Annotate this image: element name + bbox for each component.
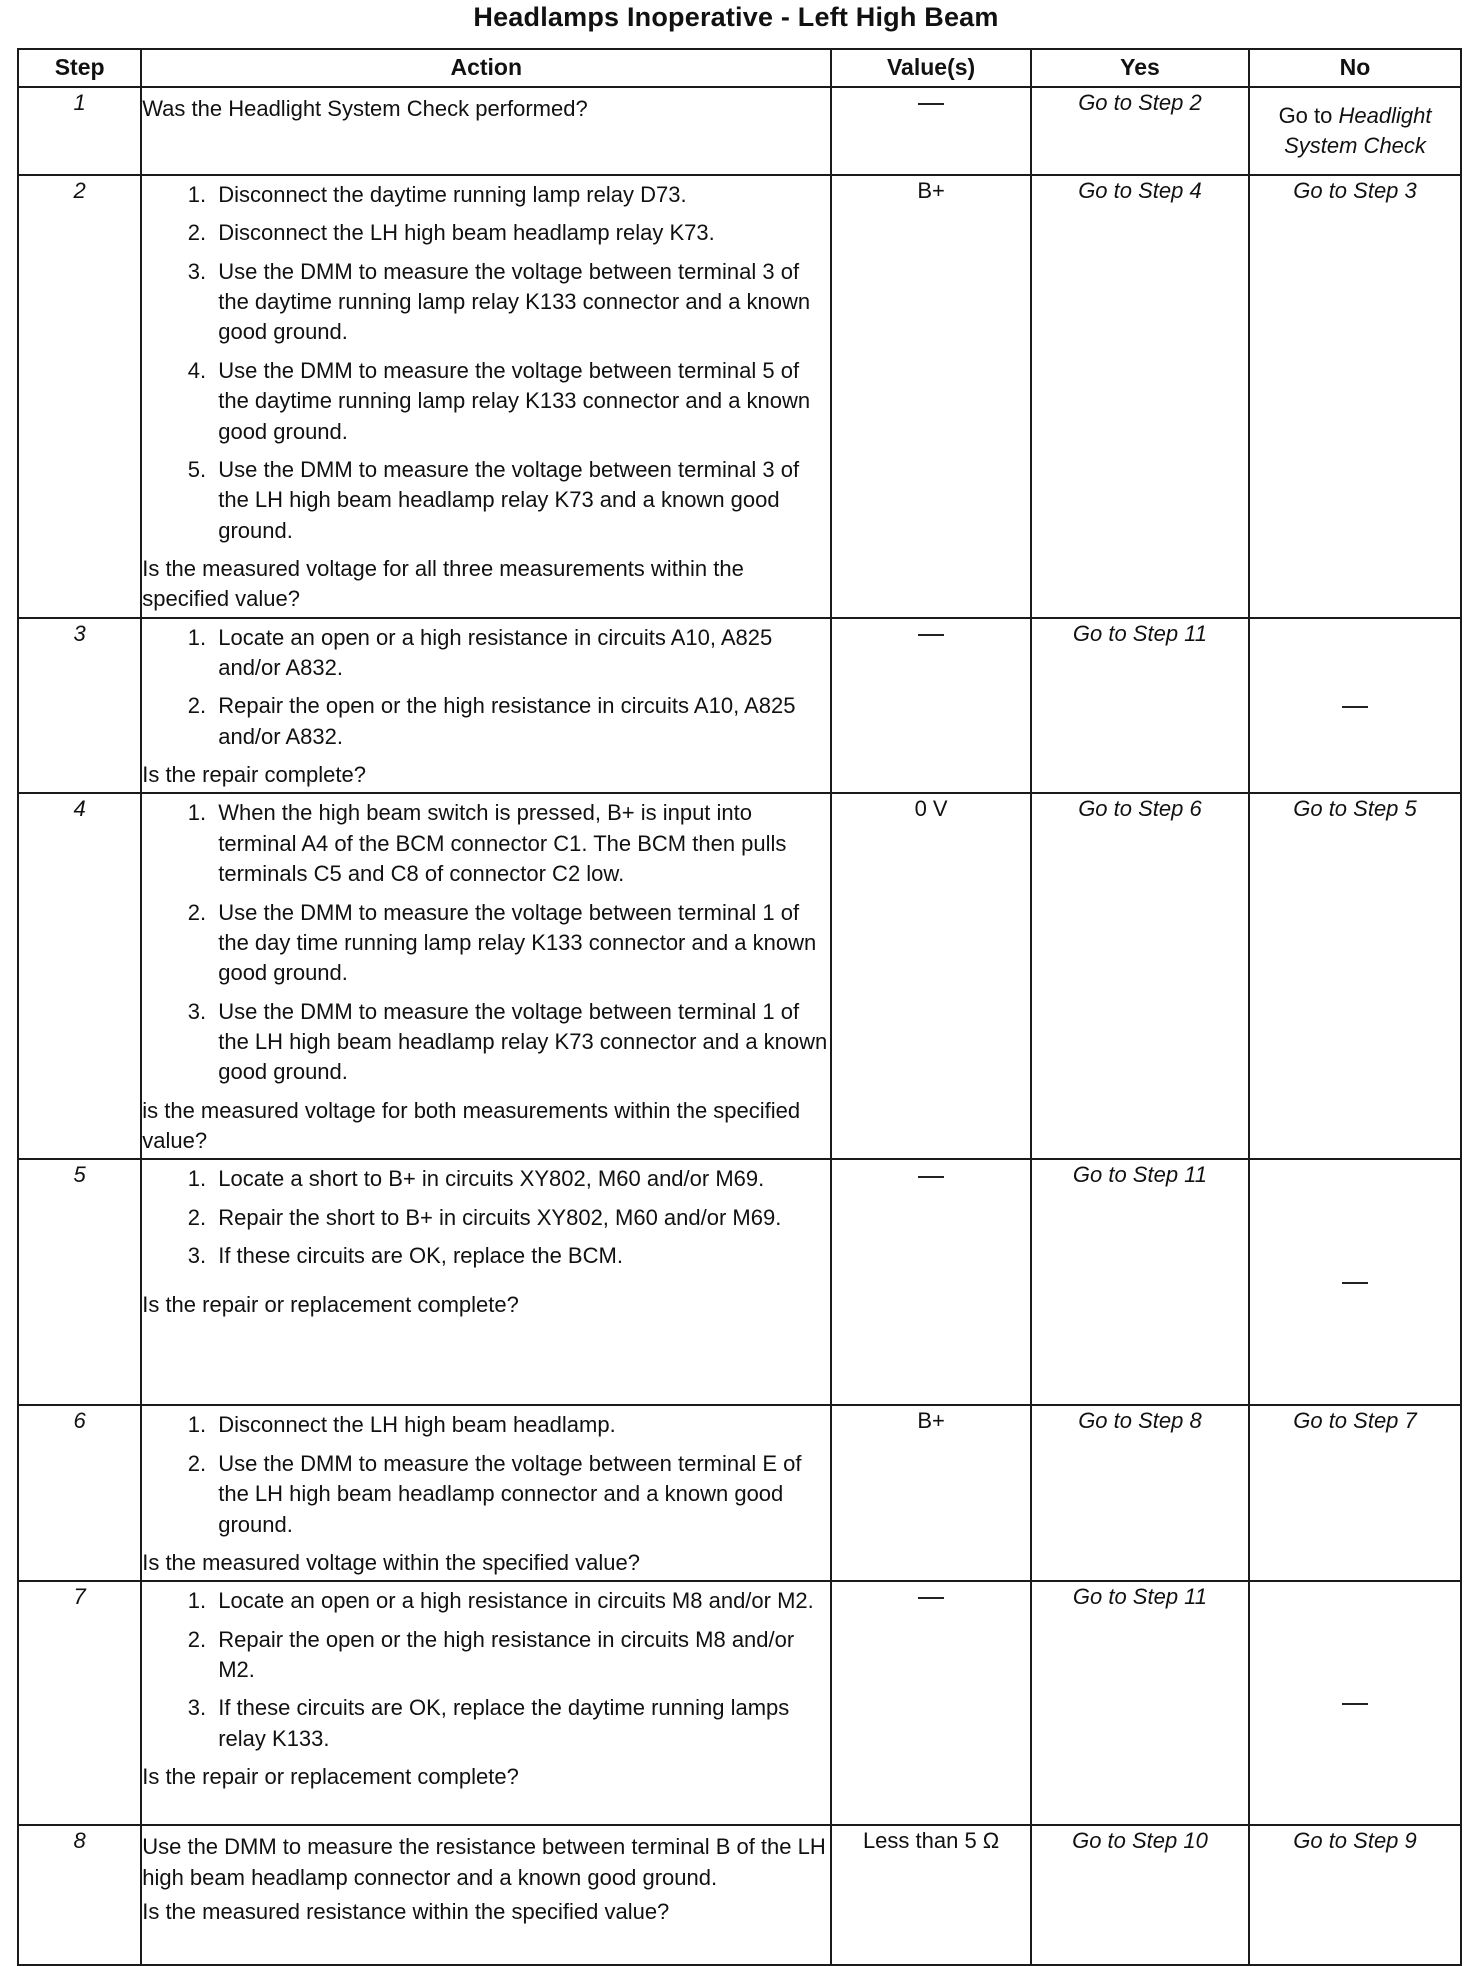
value-cell bbox=[831, 1159, 1031, 1405]
table-row bbox=[18, 175, 1461, 618]
action-step: 1. Locate a short to B+ in circuits XY802, M60 and/or M69. bbox=[212, 1164, 830, 1194]
action-cell bbox=[141, 618, 831, 794]
column-header-values: Value(s) bbox=[831, 49, 1031, 87]
column-header-action: Action bbox=[141, 49, 831, 87]
action-question: Is the measured voltage within the specified value? bbox=[142, 1549, 640, 1575]
dash-mark bbox=[1342, 706, 1368, 708]
step-number: 1 bbox=[18, 87, 141, 175]
action-step: 3. Use the DMM to measure the voltage between terminal 1 of the LH high beam headlamp relay K73 connector and a known good ground. bbox=[212, 997, 830, 1088]
no-cell bbox=[1249, 618, 1461, 794]
yes-cell: Go to Step 4 bbox=[1031, 175, 1249, 618]
dash-mark bbox=[918, 1597, 944, 1599]
step-number: 3 bbox=[18, 618, 141, 794]
dash-mark bbox=[918, 1176, 944, 1178]
action-step: 1. Disconnect the LH high beam headlamp. bbox=[212, 1410, 830, 1440]
yes-cell: Go to Step 6 bbox=[1031, 793, 1249, 1159]
column-header-yes: Yes bbox=[1031, 49, 1249, 87]
action-question: Is the measured voltage for all three measurements within the specified value? bbox=[142, 555, 744, 612]
page-title: Headlamps Inoperative - Left High Beam bbox=[473, 2, 999, 32]
yes-cell: Go to Step 2 bbox=[1031, 87, 1249, 175]
step-number: 7 bbox=[18, 1581, 141, 1825]
action-question: Is the measured resistance within the specified value? bbox=[142, 1898, 670, 1924]
table-row bbox=[18, 87, 1461, 175]
action-step: 3. If these circuits are OK, replace the BCM. bbox=[212, 1241, 830, 1271]
action-cell bbox=[141, 87, 831, 175]
table-row bbox=[18, 1159, 1461, 1405]
action-step: 1. When the high beam switch is pressed, B+ is input into terminal A4 of the BCM connector C1. The BCM then pulls terminals C5 and C8 of connector C2 low. bbox=[212, 798, 830, 889]
table-row bbox=[18, 1405, 1461, 1581]
no-cell: Go to Step 5 bbox=[1249, 793, 1461, 1159]
dash-mark bbox=[1342, 1703, 1368, 1705]
step-number: 5 bbox=[18, 1159, 141, 1405]
action-cell bbox=[141, 175, 831, 618]
action-question: Is the repair or replacement complete? bbox=[142, 1764, 519, 1790]
action-steps bbox=[142, 1410, 830, 1539]
action-steps bbox=[142, 1586, 830, 1754]
action-question: is the measured voltage for both measurements within the specified value? bbox=[142, 1097, 801, 1154]
step-number: 6 bbox=[18, 1405, 141, 1581]
value-cell bbox=[831, 618, 1031, 794]
value-cell bbox=[831, 1581, 1031, 1825]
action-text: Use the DMM to measure the resistance between terminal B of the LH high beam headlamp connector and a known good ground. bbox=[142, 1834, 826, 1890]
action-steps bbox=[142, 798, 830, 1087]
action-step: 2. Repair the open or the high resistance in circuits M8 and/or M2. bbox=[212, 1625, 830, 1686]
action-step: 2. Repair the open or the high resistance in circuits A10, A825 and/or A832. bbox=[212, 691, 830, 752]
no-cell: Go to Step 9 bbox=[1249, 1825, 1461, 1965]
value-cell bbox=[831, 87, 1031, 175]
column-header-step: Step bbox=[18, 49, 141, 87]
action-step: 2. Disconnect the LH high beam headlamp relay K73. bbox=[212, 218, 830, 248]
action-cell bbox=[141, 1825, 831, 1965]
no-cell: Go to Step 3 bbox=[1249, 175, 1461, 618]
table-row bbox=[18, 1825, 1461, 1965]
action-cell bbox=[141, 1581, 831, 1825]
table-header-row bbox=[18, 49, 1461, 87]
no-cell-link: Headlight System Check bbox=[1284, 102, 1432, 158]
step-number: 8 bbox=[18, 1825, 141, 1965]
action-question: Is the repair complete? bbox=[142, 762, 366, 788]
dash-mark bbox=[918, 634, 944, 636]
action-cell bbox=[141, 1405, 831, 1581]
action-cell bbox=[141, 1159, 831, 1405]
no-cell bbox=[1249, 1159, 1461, 1405]
yes-cell: Go to Step 11 bbox=[1031, 1159, 1249, 1405]
step-number: 2 bbox=[18, 175, 141, 618]
step-number: 4 bbox=[18, 793, 141, 1159]
action-step: 2. Use the DMM to measure the voltage between terminal E of the LH high beam headlamp connector and a known good ground. bbox=[212, 1449, 830, 1540]
action-question: Is the repair or replacement complete? bbox=[142, 1291, 519, 1317]
dash-mark bbox=[918, 103, 944, 105]
table-row bbox=[18, 618, 1461, 794]
action-step: 3. Use the DMM to measure the voltage between terminal 3 of the daytime running lamp relay K133 connector and a known good ground. bbox=[212, 257, 830, 348]
value-cell: B+ bbox=[831, 1405, 1031, 1581]
diagnostic-table bbox=[17, 48, 1462, 1966]
action-steps bbox=[142, 623, 830, 752]
no-cell: Go to Step 7 bbox=[1249, 1405, 1461, 1581]
table-row bbox=[18, 793, 1461, 1159]
action-step: 3. If these circuits are OK, replace the daytime running lamps relay K133. bbox=[212, 1693, 830, 1754]
no-cell-prefix: Go to bbox=[1278, 102, 1339, 128]
value-cell: B+ bbox=[831, 175, 1031, 618]
action-text: Was the Headlight System Check performed? bbox=[142, 96, 588, 121]
action-step: 2. Use the DMM to measure the voltage between terminal 1 of the day time running lamp relay K133 connector and a known good ground. bbox=[212, 898, 830, 989]
value-cell: Less than 5 Ω bbox=[831, 1825, 1031, 1965]
action-step: 1. Disconnect the daytime running lamp relay D73. bbox=[212, 180, 830, 210]
value-cell: 0 V bbox=[831, 793, 1031, 1159]
action-cell bbox=[141, 793, 831, 1159]
action-step: 1. Locate an open or a high resistance in circuits A10, A825 and/or A832. bbox=[212, 623, 830, 684]
action-step: 1. Locate an open or a high resistance in circuits M8 and/or M2. bbox=[212, 1586, 830, 1616]
table-row bbox=[18, 1581, 1461, 1825]
column-header-no: No bbox=[1249, 49, 1461, 87]
no-cell bbox=[1249, 87, 1461, 175]
no-cell bbox=[1249, 1581, 1461, 1825]
yes-cell: Go to Step 11 bbox=[1031, 618, 1249, 794]
action-steps bbox=[142, 180, 830, 546]
action-step: 5. Use the DMM to measure the voltage between terminal 3 of the LH high beam headlamp relay K73 and a known good ground. bbox=[212, 455, 830, 546]
dash-mark bbox=[1342, 1282, 1368, 1284]
action-steps bbox=[142, 1164, 830, 1271]
yes-cell: Go to Step 10 bbox=[1031, 1825, 1249, 1965]
action-step: 4. Use the DMM to measure the voltage between terminal 5 of the daytime running lamp relay K133 connector and a known good ground. bbox=[212, 356, 830, 447]
action-step: 2. Repair the short to B+ in circuits XY802, M60 and/or M69. bbox=[212, 1203, 830, 1233]
yes-cell: Go to Step 11 bbox=[1031, 1581, 1249, 1825]
yes-cell: Go to Step 8 bbox=[1031, 1405, 1249, 1581]
